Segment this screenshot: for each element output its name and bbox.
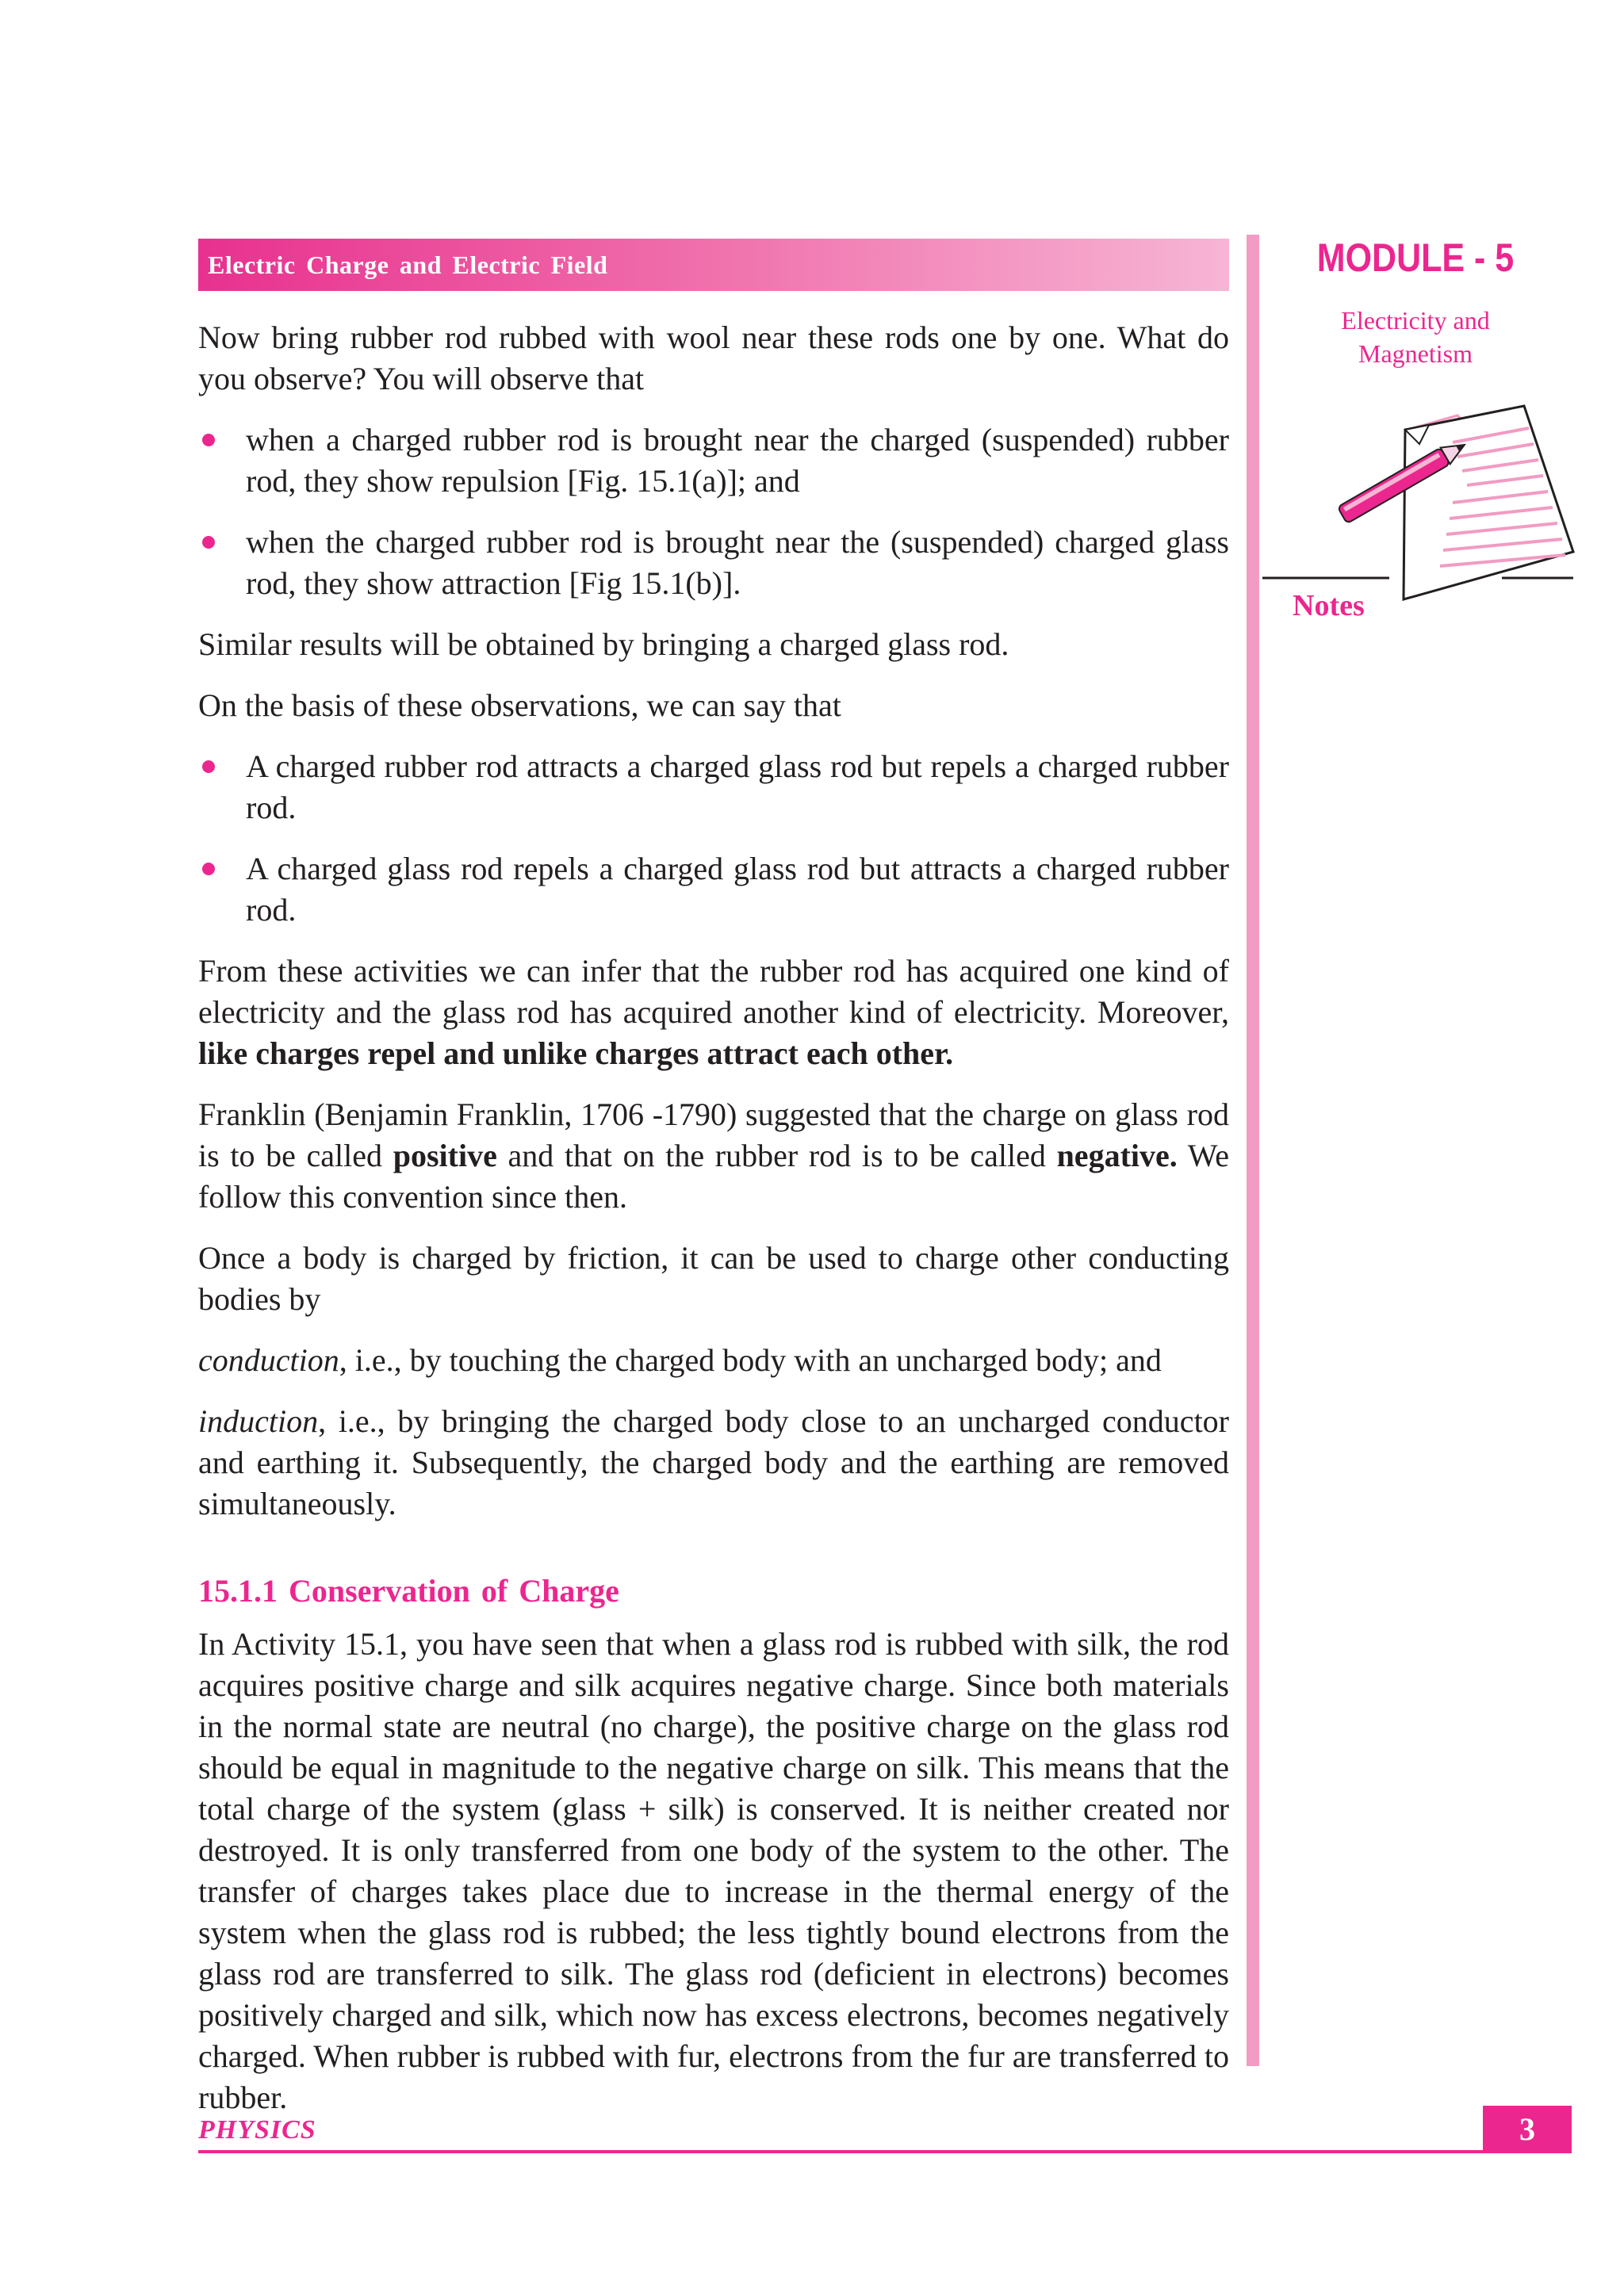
paragraph: Now bring rubber rod rubbed with wool near these rods one by one. What do you observe? You will observe that [198,320,1229,396]
paragraph [198,1340,1229,1381]
list-item [198,848,1229,931]
paragraph [198,951,1229,1074]
paragraph-text: , i.e., by touching the charged body with an uncharged body; and [339,1342,1162,1378]
bullet-dot-icon [202,863,215,875]
module-title: MODULE - 5 [1316,235,1515,280]
paragraph [198,1094,1229,1218]
paragraph-text: From these activities we can infer that the rubber rod has acquired one kind of electricity and the glass rod has acquired another kind of electricity. Moreover, [198,953,1229,1030]
module-subtitle-line2: Magnetism [1358,339,1473,368]
list-item [198,419,1229,502]
paragraph-text: We follow this convention since then. [198,1138,1230,1215]
paragraph: Once a body is charged by friction, it can be used to charge other conducting bodies by [198,1240,1229,1317]
emphasis-text: positive [393,1138,497,1173]
main-content [198,317,1229,2138]
paragraph [198,1401,1229,1525]
bullet-dot-icon [202,536,215,549]
term-text: induction [198,1403,319,1439]
list-item-text: A charged rubber rod attracts a charged glass rod but repels a charged rubber rod. [246,748,1229,825]
list-item-text: when the charged rubber rod is brought near the (suspended) charged glass rod, they show attraction [Fig 15.1(b)]. [246,524,1229,601]
footer-rule [198,2150,1483,2153]
paragraph: In Activity 15.1, you have seen that when a glass rod is rubbed with silk, the rod acquires positive charge and silk acquires negative charge. Since both materials in the normal state are neutral (no charge), the positive charge on the glass rod should be equal in magnitude to the negative charge on silk. This means that the total charge of the system (glass + silk) is conserved. It is neither created nor destroyed. It is only transferred from one body of the system to the other. The transfer of charges takes place due to increase in the thermal energy of the system when the glass rod is rubbed; the less tightly bound electrons from the glass rod are transferred to silk. The glass rod (deficient in electrons) becomes positively charged and silk, which now has excess electrons, becomes negatively charged. When rubber is rubbed with fur, electrons from the fur are transferred to rubber. [198,1626,1229,2115]
footer-subject: PHYSICS [198,2115,316,2145]
emphasis-text: negative. [1056,1138,1178,1173]
paragraph-text: , i.e., by bringing the charged body close to an uncharged conductor and earthing it. Subsequently, the charged body and the earthing are removed simultaneously. [198,1403,1229,1521]
section-heading: 15.1.1 Conservation of Charge [198,1573,619,1609]
margin-divider [1247,235,1259,2066]
bullet-dot-icon [202,760,215,773]
chapter-title: Electric Charge and Electric Field [208,251,608,279]
paragraph-text: and that on the rubber rod is to be called [508,1138,1046,1173]
list-item-text: A charged glass rod repels a charged glass rod but attracts a charged rubber rod. [246,851,1229,928]
notes-label: Notes [1293,589,1365,622]
list-item [198,746,1229,828]
page-number: 3 [1483,2106,1572,2153]
list-item-text: when a charged rubber rod is brought near the charged (suspended) rubber rod, they show repulsion [Fig. 15.1(a)]; and [246,422,1229,499]
bullet-dot-icon [202,434,215,446]
paragraph: On the basis of these observations, we can say that [198,687,841,723]
term-text: conduction [198,1342,339,1378]
list-item [198,522,1229,604]
notes-pencil-icon [1262,404,1580,610]
module-subtitle-line1: Electricity and [1341,306,1490,335]
paragraph: Similar results will be obtained by bringing a charged glass rod. [198,626,1009,662]
module-subtitle [1300,304,1530,370]
chapter-header [198,239,1229,291]
paragraph-text: Franklin (Benjamin Franklin, 1706 -1790) suggested that the charge on glass rod is to be called [198,1096,1229,1173]
emphasis-text: like charges repel and unlike charges attract each other. [198,1035,954,1071]
